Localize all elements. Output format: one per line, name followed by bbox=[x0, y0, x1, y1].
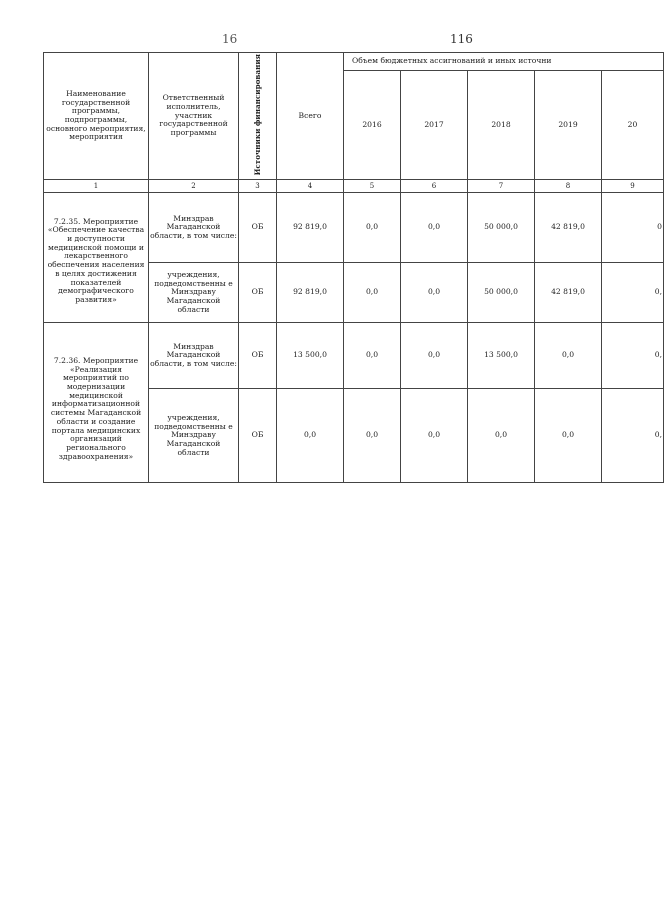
year-cell: 0,0 bbox=[535, 323, 602, 389]
total-cell: 0,0 bbox=[277, 389, 344, 483]
page-number: 116 bbox=[450, 32, 473, 46]
activity-name: 7.2.35. Мероприятие «Обеспечение качества и доступности медицинской помощи и лекарственного обеспечения населения в целях достижения показателей демографического развития» bbox=[44, 193, 149, 323]
budget-table bbox=[43, 52, 664, 483]
year-cell: 0,0 bbox=[535, 389, 602, 483]
header-source bbox=[239, 53, 277, 180]
year-cell: 50 000,0 bbox=[468, 193, 535, 263]
col-number: 2 bbox=[149, 180, 239, 193]
year-cell: 0,0 bbox=[401, 323, 468, 389]
year-cell: 0, bbox=[602, 263, 664, 323]
activity-name: 7.2.36. Мероприятие «Реализация мероприятий по модернизации медицинской информатизационной системы Магаданской области и создание портала медицинских организаций регионального здравоохранения» bbox=[44, 323, 149, 483]
header-total: Всего bbox=[277, 53, 344, 180]
year-cell: 0,0 bbox=[344, 193, 401, 263]
responsible-cell: учреждения, подведомственны е Минздраву Магаданской области bbox=[149, 389, 239, 483]
header-year-2017: 2017 bbox=[401, 71, 468, 180]
responsible-cell: Минздрав Магаданской области, в том числе: bbox=[149, 193, 239, 263]
total-cell: 92 819,0 bbox=[277, 193, 344, 263]
header-source-label: Источники финансирования bbox=[252, 54, 262, 176]
responsible-cell: учреждения, подведомственны е Минздраву Магаданской области bbox=[149, 263, 239, 323]
year-cell: 0,0 bbox=[468, 389, 535, 483]
col-number: 9 bbox=[602, 180, 664, 193]
source-cell: ОБ bbox=[239, 323, 277, 389]
page-number-faint: 16 bbox=[222, 32, 238, 46]
table-row bbox=[44, 193, 664, 263]
header-name: Наименование государственной программы, подпрограммы, основного мероприятия, мероприятия bbox=[44, 53, 149, 180]
header-year-2018: 2018 bbox=[468, 71, 535, 180]
header-year-2020: 20 bbox=[602, 71, 664, 180]
year-cell: 0,0 bbox=[344, 323, 401, 389]
table-row bbox=[44, 323, 664, 389]
col-number: 4 bbox=[277, 180, 344, 193]
col-number: 8 bbox=[535, 180, 602, 193]
header-row-top bbox=[44, 53, 664, 71]
responsible-cell: Минздрав Магаданской области, в том числе: bbox=[149, 323, 239, 389]
col-number: 3 bbox=[239, 180, 277, 193]
year-cell: 13 500,0 bbox=[468, 323, 535, 389]
total-cell: 92 819,0 bbox=[277, 263, 344, 323]
year-cell: 0,0 bbox=[401, 193, 468, 263]
header-year-2019: 2019 bbox=[535, 71, 602, 180]
total-cell: 13 500,0 bbox=[277, 323, 344, 389]
year-cell: 0,0 bbox=[401, 263, 468, 323]
header-row-numbers bbox=[44, 180, 664, 193]
year-cell: 0, bbox=[602, 323, 664, 389]
source-cell: ОБ bbox=[239, 389, 277, 483]
year-cell: 0, bbox=[602, 389, 664, 483]
year-cell: 0,0 bbox=[401, 389, 468, 483]
year-cell: 0,0 bbox=[344, 389, 401, 483]
header-responsible: Ответственный исполнитель, участник государственной программы bbox=[149, 53, 239, 180]
year-cell: 42 819,0 bbox=[535, 263, 602, 323]
header-year-2016: 2016 bbox=[344, 71, 401, 180]
header-volume: Объем бюджетных ассигнований и иных источни bbox=[344, 53, 664, 71]
year-cell: 50 000,0 bbox=[468, 263, 535, 323]
year-cell: 0,0 bbox=[344, 263, 401, 323]
col-number: 5 bbox=[344, 180, 401, 193]
col-number: 7 bbox=[468, 180, 535, 193]
col-number: 1 bbox=[44, 180, 149, 193]
year-cell: 0 bbox=[602, 193, 664, 263]
col-number: 6 bbox=[401, 180, 468, 193]
year-cell: 42 819,0 bbox=[535, 193, 602, 263]
source-cell: ОБ bbox=[239, 263, 277, 323]
source-cell: ОБ bbox=[239, 193, 277, 263]
